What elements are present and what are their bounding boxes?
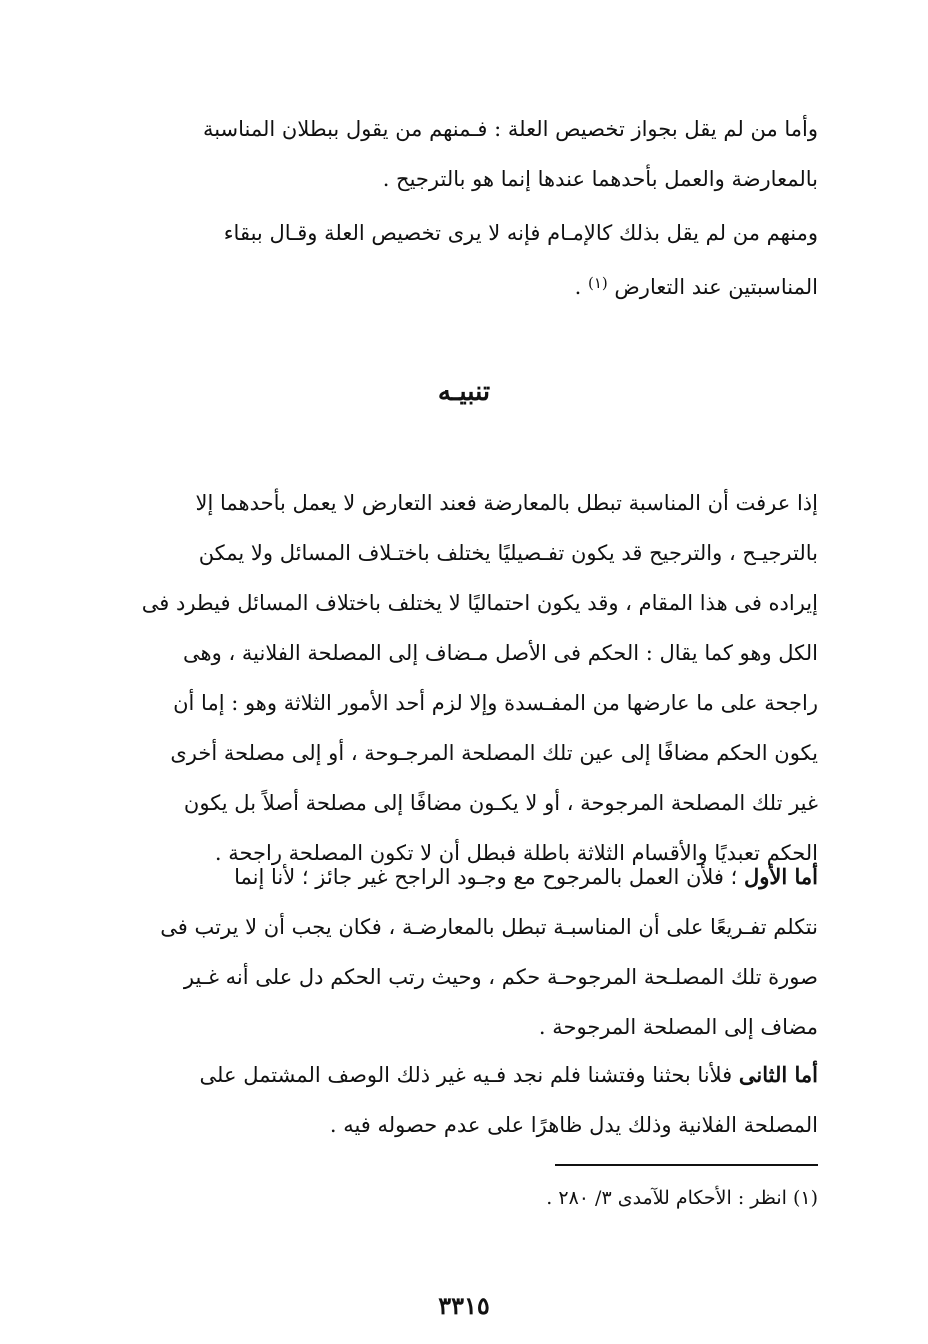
intro-paragraph-2 [108, 208, 818, 308]
paragraph-line: الكل وهو كما يقال : الحكم فى الأصل مـضاف إلى المصلحة الفلانية ، وهى [183, 641, 818, 665]
footnote-reference: (١) [587, 274, 608, 292]
paragraph-line: بالترجيـح ، والترجيح قد يكون تفـصيليًا يختلف باختـلاف المسائل ولا يمكن [198, 541, 818, 565]
paragraph-text: المناسبتين عند التعارض [614, 275, 818, 299]
paragraph-line: يكون الحكم مضافًا إلى عين تلك المصلحة المرجـوحة ، أو إلى مصلحة أخرى [170, 741, 818, 765]
paragraph-line: إذا عرفت أن المناسبة تبطل بالمعارضة فعند التعارض لا يعمل بأحدهما إلا [195, 491, 818, 515]
paragraph-line: صورة تلك المصلـحة المرجوحـة حكم ، وحيث رتب الحكم دل على أنه غـير [183, 965, 818, 989]
section-heading: تنبيـه [437, 377, 491, 407]
paragraph-lead: أما الأول [743, 864, 818, 889]
paragraph-line: ومنهم من لم يقل بذلك كالإمـام فإنه لا يرى تخصيص العلة وقـال ببقاء [223, 221, 818, 245]
paragraph-line: إيراده فى هذا المقام ، وقد يكون احتماليًا لا يختلف باختلاف المسائل فيطرد فى [141, 591, 818, 615]
paragraph-line: وأما من لم يقل بجواز تخصيص العلة : فـمنهم من يقول ببطلان المناسبة [202, 117, 818, 141]
paragraph-lead: أما الثانى [738, 1062, 818, 1087]
body-paragraph-1 [108, 478, 818, 878]
paragraph-line: غير تلك المصلحة المرجوحة ، أو لا يكـون مضافًا إلى مصلحة أصلاً بل يكون [183, 791, 818, 815]
paragraph-line [108, 258, 818, 308]
paragraph-line: بالمعارضة والعمل بأحدهما عندها إنما هو بالترجيح . [382, 167, 818, 191]
paragraph-line: الحكم تعبديًا والأقسام الثلاثة باطلة فبطل أن لا تكون المصلحة راجحة . [214, 841, 818, 865]
footnote-separator [555, 1164, 818, 1166]
paragraph-line: مضاف إلى المصلحة المرجوحة . [538, 1015, 818, 1039]
sentence-end: . [574, 275, 582, 299]
body-paragraph-3 [108, 1050, 818, 1150]
paragraph-line: نتكلم تفـريعًا على أن المناسبـة تبطل بالمعارضـة ، فكان يجب أن لا يرتب فى [160, 915, 818, 939]
paragraph-line: راجحة على ما عارضها من المفـسدة وإلا لزم أحد الأمور الثلاثة وهو : إما أن [173, 691, 818, 715]
body-paragraph-2 [108, 852, 818, 1052]
paragraph-line [108, 1050, 818, 1100]
paragraph-text: فلأنا بحثنا وفتشنا فلم نجد فـيه غير ذلك الوصف المشتمل على [199, 1063, 739, 1087]
paragraph-line [108, 852, 818, 902]
page-number: ٣٣١٥ [438, 1291, 490, 1320]
paragraph-text: ؛ فلأن العمل بالمرجوح مع وجـود الراجح غير جائز ؛ لأنا إنما [234, 865, 744, 889]
footnote: (١) انظر : الأحكام للآمدى ٣/ ٢٨٠ . [546, 1187, 818, 1209]
intro-section [108, 104, 818, 204]
paragraph-line: المصلحة الفلانية وذلك يدل ظاهرًا على عدم حصوله فيه . [329, 1113, 818, 1137]
